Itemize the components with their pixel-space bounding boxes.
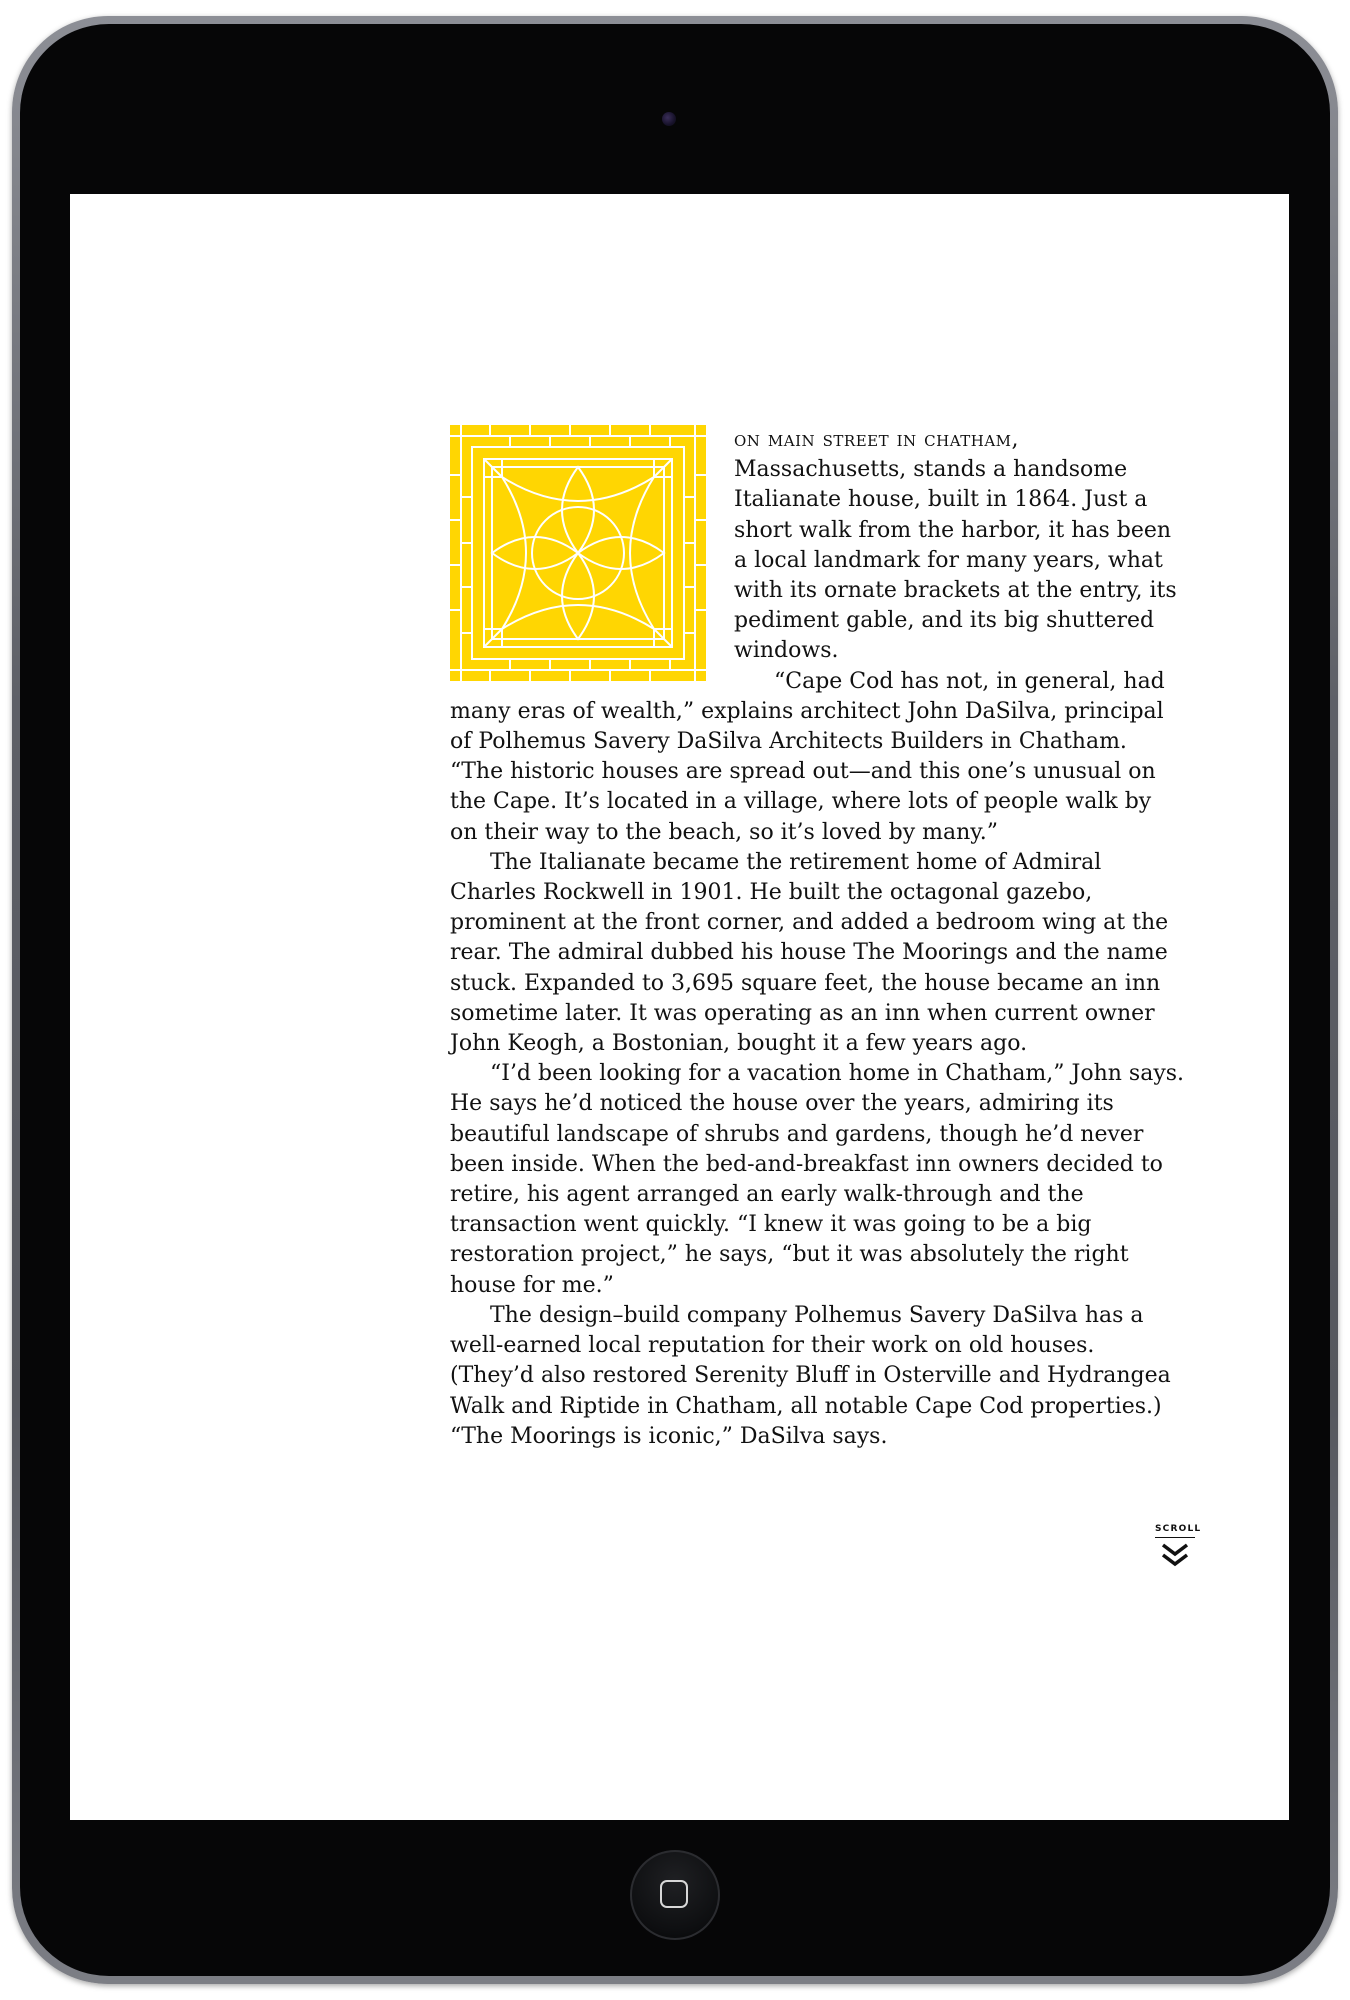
double-chevron-down-icon: [1160, 1542, 1190, 1568]
article-paragraph-4: “I’d been looking for a vacation home in Chatham,” John says. He says he’d noticed the house over the years, admiring its beautiful landscape of shrubs and gardens, though he’d never been inside. When the bed-and-breakfast inn owners decided to retire, his agent arranged an early walk-through and the transaction went quickly. “I knew it was going to be a big restoration project,” he says, “but it was absolutely the right house for me.”: [450, 1061, 1185, 1298]
home-square-icon: [660, 1880, 688, 1908]
stained-glass-tile-icon: [450, 425, 706, 681]
article-paragraph-5: The design–build company Polhemus Savery DaSilva has a well-earned local reputation for their work on old houses. (They’d also restored Serenity Bluff in Osterville and Hydrangea Walk and Riptide in Chatham, all notable Cape Cod properties.) “The Moorings is iconic,” DaSilva says.: [450, 1302, 1171, 1449]
article-paragraph-1-text: Massachusetts, stands a handsome Italianate house, built in 1864. Just a short walk from the harbor, it has been a local landmark for many years, what with its ornate brackets at the entry, its pediment gable, and its big shuttered windows.: [734, 457, 1177, 664]
front-camera-icon: [662, 112, 676, 126]
home-button[interactable]: [630, 1850, 720, 1940]
scroll-indicator[interactable]: [1150, 1524, 1200, 1584]
article-body: [450, 425, 1185, 1452]
scroll-label: SCROLL: [1155, 1524, 1195, 1538]
article-paragraph-3: The Italianate became the retirement home of Admiral Charles Rockwell in 1901. He built the octagonal gazebo, prominent at the front corner, and added a bedroom wing at the rear. The admiral dubbed his house The Moorings and the name stuck. Expanded to 3,695 square feet, the house became an inn sometime later. It was operating as an inn when current owner John Keogh, a Bostonian, bought it a few years ago.: [450, 849, 1169, 1057]
article-paragraph-2: “Cape Cod has not, in general, had many eras of wealth,” explains architect John DaSilva, principal of Polhemus Savery DaSilva Architects Builders in Chatham. “The historic houses are spread out—and this one’s unusual on the Cape. It’s located in a village, where lots of people walk by on their way to the beach, so it’s loved by many.”: [450, 668, 1165, 845]
article-lead-smallcaps: on main street in chatham,: [734, 427, 1020, 452]
